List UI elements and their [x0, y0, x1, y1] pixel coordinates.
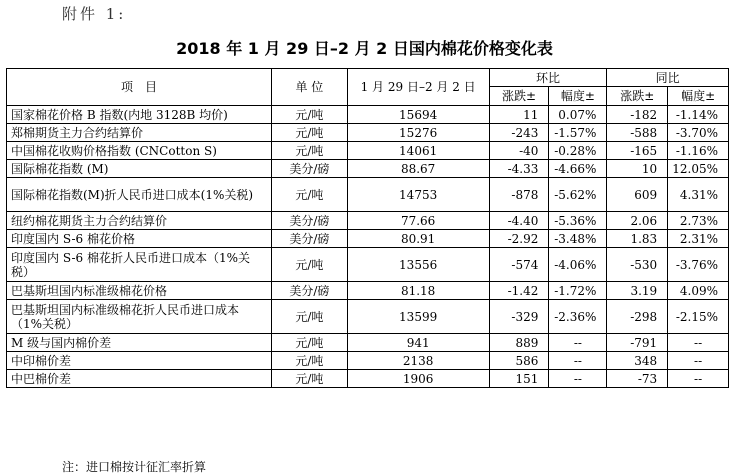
row-yoy-range: 4.09%: [668, 282, 729, 300]
row-yoy-change: -73: [607, 370, 668, 388]
row-name: 纽约棉花期货主力合约结算价: [7, 212, 272, 230]
row-mom-change: 11: [489, 106, 549, 124]
row-value: 13556: [347, 248, 489, 282]
row-yoy-change: -165: [607, 142, 668, 160]
row-value: 14753: [347, 178, 489, 212]
header-yoy: 同比: [607, 69, 729, 87]
row-mom-range: -0.28%: [549, 142, 607, 160]
row-value: 1906: [347, 370, 489, 388]
header-yoy-range: 幅度±: [668, 87, 729, 106]
row-yoy-range: --: [668, 352, 729, 370]
row-yoy-range: 2.31%: [668, 230, 729, 248]
row-mom-change: -574: [489, 248, 549, 282]
row-yoy-range: 4.31%: [668, 178, 729, 212]
row-mom-range: -5.36%: [549, 212, 607, 230]
header-mom: 环比: [489, 69, 607, 87]
row-mom-range: -3.48%: [549, 230, 607, 248]
row-value: 77.66: [347, 212, 489, 230]
header-mom-change: 涨跌±: [489, 87, 549, 106]
row-value: 80.91: [347, 230, 489, 248]
row-value: 81.18: [347, 282, 489, 300]
row-yoy-change: 3.19: [607, 282, 668, 300]
row-yoy-range: -2.15%: [668, 300, 729, 334]
row-unit: 美分/磅: [272, 282, 348, 300]
row-mom-range: -4.06%: [549, 248, 607, 282]
row-value: 15694: [347, 106, 489, 124]
row-mom-range: 0.07%: [549, 106, 607, 124]
table-row: [7, 212, 729, 230]
row-unit: 元/吨: [272, 142, 348, 160]
row-mom-range: -2.36%: [549, 300, 607, 334]
row-mom-range: --: [549, 334, 607, 352]
row-value: 14061: [347, 142, 489, 160]
row-value: 941: [347, 334, 489, 352]
table-row: [7, 282, 729, 300]
table-row: [7, 230, 729, 248]
row-name: 印度国内 S-6 棉花价格: [7, 230, 272, 248]
row-name: 国际棉花指数 (M): [7, 160, 272, 178]
row-name: 郑棉期货主力合约结算价: [7, 124, 272, 142]
footnote: 注：进口棉按计征汇率折算: [62, 460, 207, 474]
table-body: [7, 106, 729, 388]
row-mom-change: -40: [489, 142, 549, 160]
row-mom-change: 586: [489, 352, 549, 370]
row-unit: 元/吨: [272, 300, 348, 334]
header-mom-range: 幅度±: [549, 87, 607, 106]
row-mom-change: -878: [489, 178, 549, 212]
row-mom-change: -2.92: [489, 230, 549, 248]
table-row: [7, 300, 729, 334]
row-mom-change: 889: [489, 334, 549, 352]
row-name: M 级与国内棉价差: [7, 334, 272, 352]
row-unit: 元/吨: [272, 352, 348, 370]
row-name: 中巴棉价差: [7, 370, 272, 388]
row-yoy-change: -791: [607, 334, 668, 352]
row-yoy-range: -3.76%: [668, 248, 729, 282]
row-unit: 元/吨: [272, 334, 348, 352]
row-value: 15276: [347, 124, 489, 142]
row-yoy-change: -588: [607, 124, 668, 142]
row-mom-range: --: [549, 370, 607, 388]
row-mom-range: --: [549, 352, 607, 370]
row-yoy-range: 12.05%: [668, 160, 729, 178]
row-value: 13599: [347, 300, 489, 334]
row-yoy-range: -3.70%: [668, 124, 729, 142]
row-mom-range: -4.66%: [549, 160, 607, 178]
row-mom-change: -329: [489, 300, 549, 334]
row-yoy-change: 348: [607, 352, 668, 370]
row-mom-range: -1.57%: [549, 124, 607, 142]
row-unit: 美分/磅: [272, 230, 348, 248]
row-yoy-range: -1.16%: [668, 142, 729, 160]
row-mom-change: 151: [489, 370, 549, 388]
table-row: [7, 370, 729, 388]
row-yoy-change: -298: [607, 300, 668, 334]
row-yoy-change: -182: [607, 106, 668, 124]
header-period: 1 月 29 日–2 月 2 日: [347, 69, 489, 106]
row-unit: 元/吨: [272, 248, 348, 282]
header-item: 项 目: [7, 69, 272, 106]
row-name: 中印棉价差: [7, 352, 272, 370]
table-row: [7, 106, 729, 124]
row-unit: 元/吨: [272, 106, 348, 124]
header-unit: 单 位: [272, 69, 348, 106]
table-row: [7, 178, 729, 212]
table-row: [7, 248, 729, 282]
row-unit: 元/吨: [272, 178, 348, 212]
row-unit: 元/吨: [272, 124, 348, 142]
row-value: 2138: [347, 352, 489, 370]
row-unit: 元/吨: [272, 370, 348, 388]
row-mom-range: -5.62%: [549, 178, 607, 212]
row-yoy-range: 2.73%: [668, 212, 729, 230]
row-yoy-change: 1.83: [607, 230, 668, 248]
row-yoy-range: --: [668, 370, 729, 388]
row-mom-change: -243: [489, 124, 549, 142]
table-row: [7, 124, 729, 142]
row-name: 印度国内 S-6 棉花折人民币进口成本（1%关税）: [7, 248, 272, 282]
table-row: [7, 142, 729, 160]
cotton-price-table: [6, 68, 729, 388]
row-unit: 美分/磅: [272, 212, 348, 230]
table-row: [7, 160, 729, 178]
row-yoy-change: 2.06: [607, 212, 668, 230]
row-name: 中国棉花收购价格指数 (CNCotton S): [7, 142, 272, 160]
row-yoy-change: 609: [607, 178, 668, 212]
header-yoy-change: 涨跌±: [607, 87, 668, 106]
row-name: 国际棉花指数(M)折人民币进口成本(1%关税): [7, 178, 272, 212]
row-name: 巴基斯坦国内标准级棉花价格: [7, 282, 272, 300]
row-yoy-range: --: [668, 334, 729, 352]
row-name: 国家棉花价格 B 指数(内地 3128B 均价): [7, 106, 272, 124]
row-mom-change: -4.40: [489, 212, 549, 230]
row-value: 88.67: [347, 160, 489, 178]
row-unit: 美分/磅: [272, 160, 348, 178]
table-row: [7, 352, 729, 370]
row-name: 巴基斯坦国内标准级棉花折人民币进口成本（1%关税）: [7, 300, 272, 334]
table-row: [7, 334, 729, 352]
row-yoy-change: -530: [607, 248, 668, 282]
row-mom-change: -1.42: [489, 282, 549, 300]
row-mom-change: -4.33: [489, 160, 549, 178]
attachment-label: 附件 1:: [62, 5, 127, 23]
page-title: 2018 年 1 月 29 日–2 月 2 日国内棉花价格变化表: [176, 39, 553, 58]
row-mom-range: -1.72%: [549, 282, 607, 300]
row-yoy-change: 10: [607, 160, 668, 178]
row-yoy-range: -1.14%: [668, 106, 729, 124]
